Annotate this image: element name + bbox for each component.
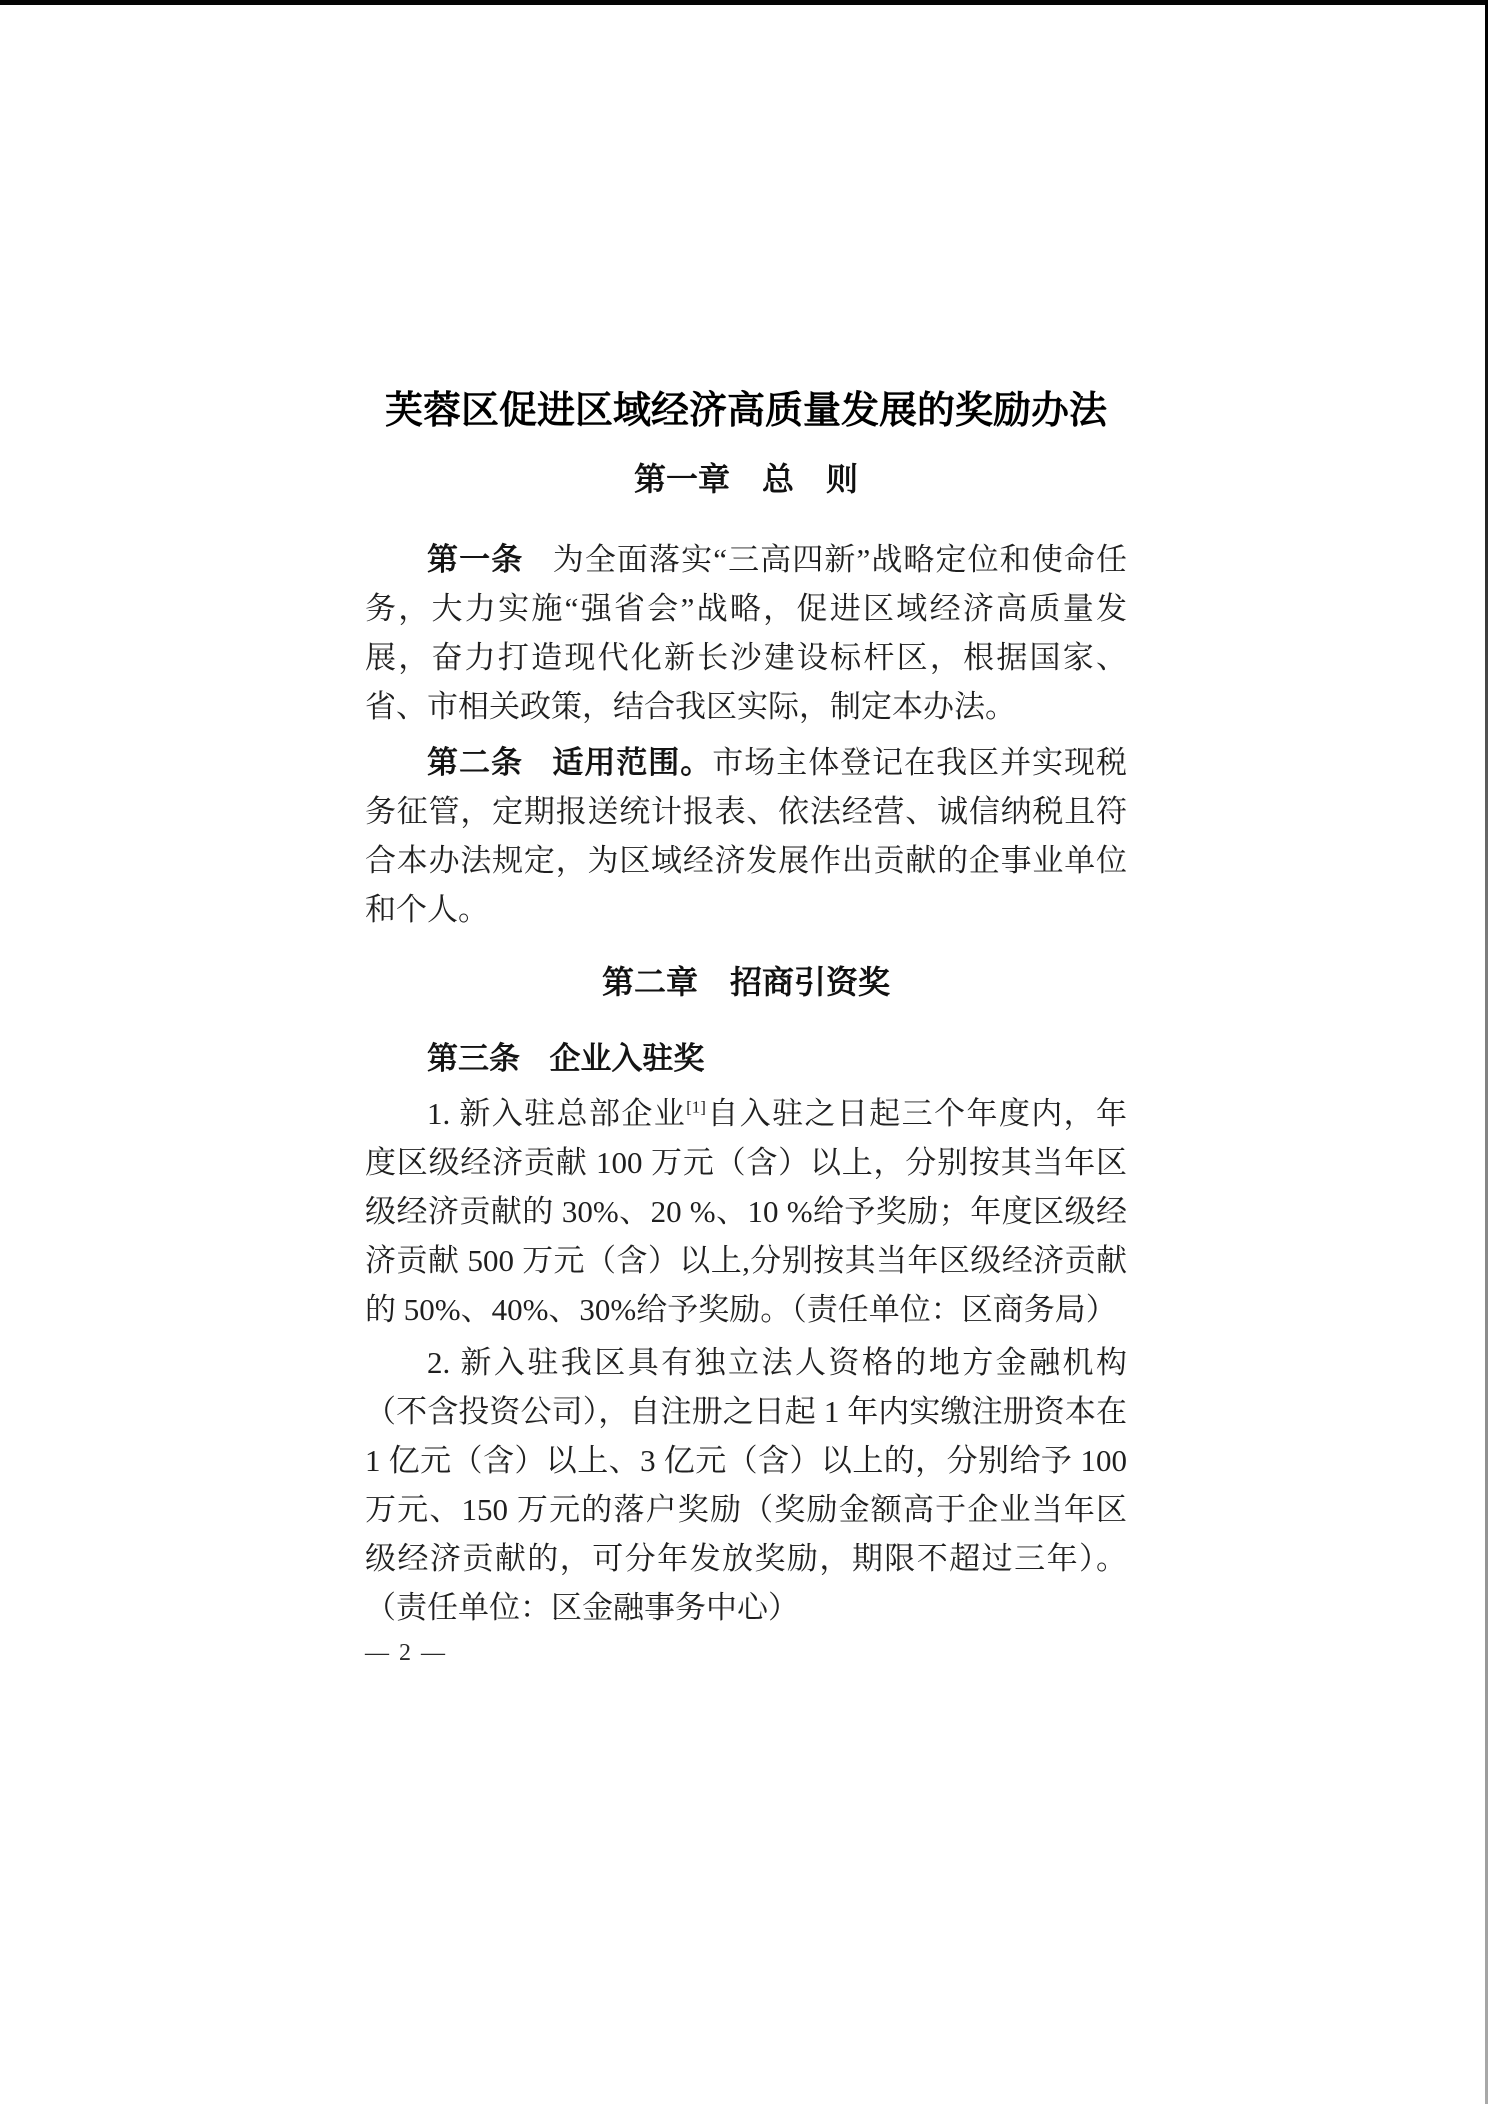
article-1-label: 第一条 [427, 542, 524, 577]
document-title: 芙蓉区促进区域经济高质量发展的奖励办法 [384, 390, 1107, 432]
article-3-heading [365, 1036, 1127, 1082]
article-2-sublabel: 适用范围。 [552, 745, 713, 780]
footnote-ref-1: [1] [686, 1097, 706, 1117]
article-1-paragraph [365, 535, 1127, 731]
article-3-item-1-text: 自入驻之日起三个年度内，年度区级经济贡献 100 万元（含）以上，分别按其当年区级经济贡献的 30%、20 %、10 %给予奖励；年度区级经济贡献 500 万元（含）以上,分别按其当年区级经济贡献的 50%、40%、30%给予奖励。（责任单位：区商务局） [365, 1096, 1128, 1327]
article-1-text: 为全面落实“三高四新”战略定位和使命任务，大力实施“强省会”战略，促进区域经济高质量发展，奋力打造现代化新长沙建设标杆区，根据国家、省、市相关政策，结合我区实际，制定本办法。 [365, 542, 1127, 724]
article-3-item-2 [365, 1338, 1127, 1632]
article-2-text: 市场主体登记在我区并实现税务征管，定期报送统计报表、依法经营、诚信纳税且符合本办法规定，为区域经济发展作出贡献的企事业单位和个人。 [365, 745, 1128, 927]
article-3-item-2-text: 2. 新入驻我区具有独立法人资格的地方金融机构（不含投资公司），自注册之日起 1 年内实缴注册资本在 1 亿元（含）以上、3 亿元（含）以上的，分别给予 100 万元、150 万元的落户奖励（奖励金额高于企业当年区级经济贡献的，可分年发放奖励，期限不超过三年）。（责任单位：区金融事务中心） [365, 1345, 1127, 1625]
article-3-item-1 [365, 1089, 1127, 1334]
article-3-sublabel: 企业入驻奖 [549, 1041, 705, 1076]
article-3-item-1-lead: 1. 新入驻总部企业 [427, 1096, 687, 1131]
article-2-label: 第二条 [427, 745, 523, 780]
document-content [365, 0, 1127, 1668]
chapter-1-heading: 第一章 总 则 [633, 461, 858, 497]
page-number: — 2 — [365, 1640, 447, 1666]
chapter-2-heading: 第二章 招商引资奖 [601, 964, 890, 1000]
article-3-label: 第三条 [427, 1041, 520, 1076]
article-2-paragraph [365, 738, 1127, 934]
